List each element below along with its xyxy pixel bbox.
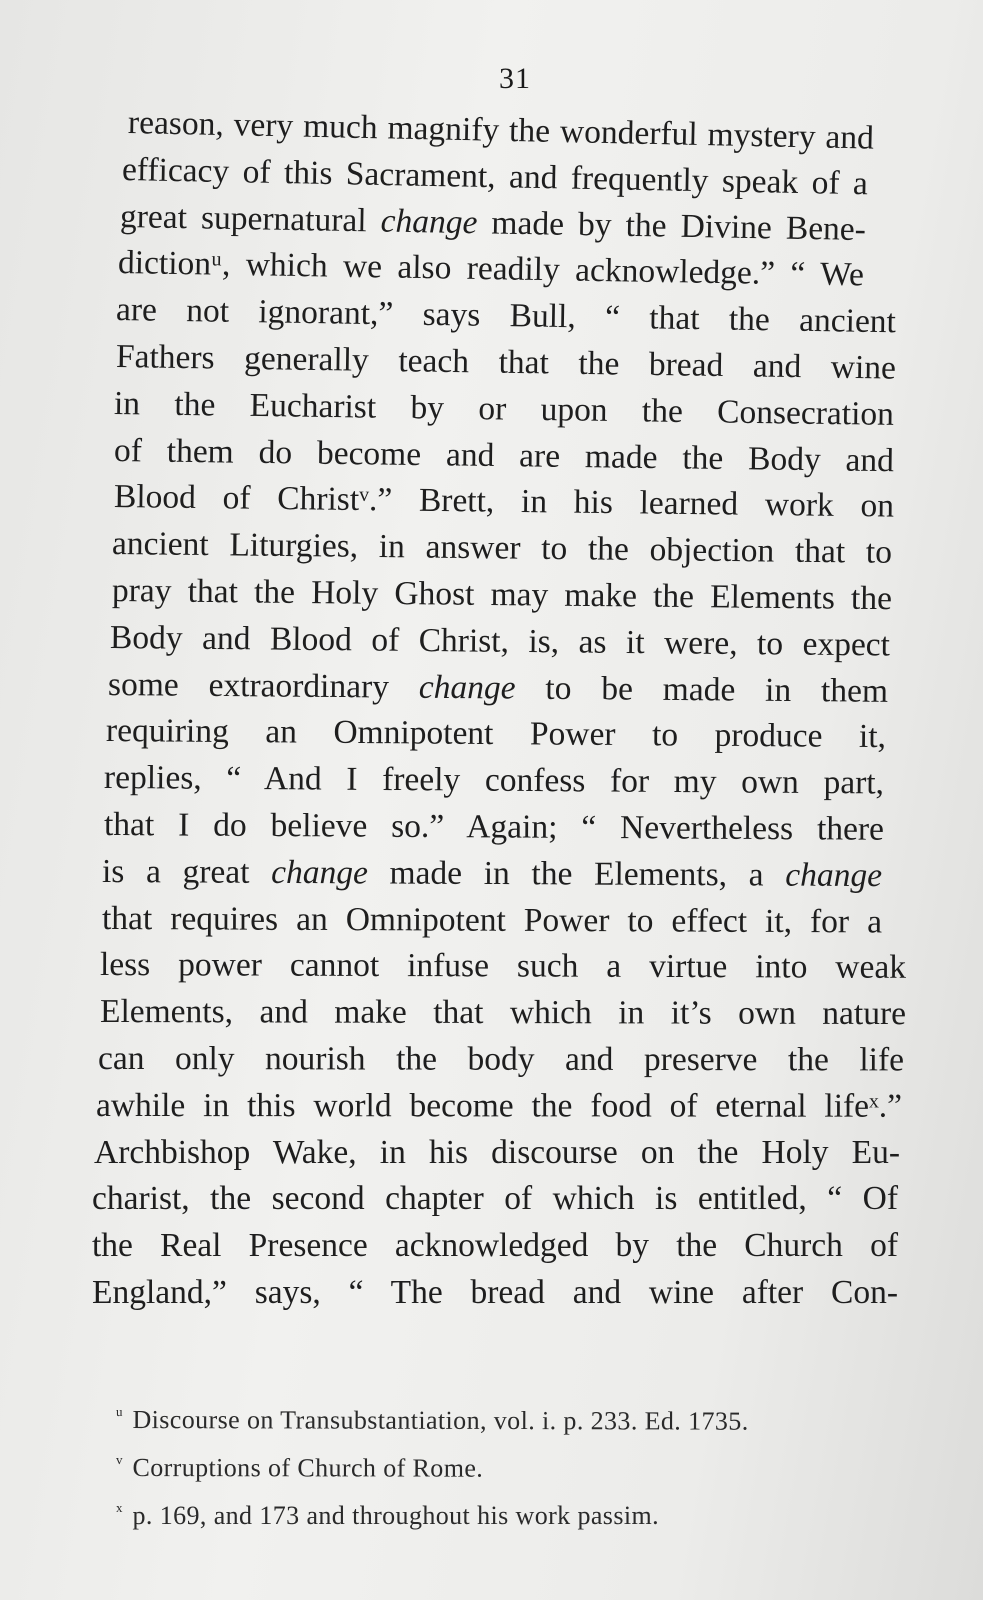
text-line: Body and Blood of Christ, is, as it were, to expect — [109, 618, 891, 664]
italic-emphasis: change — [271, 853, 368, 892]
footnote — [116, 1440, 896, 1489]
text-line: ancient Liturgies, in answer to the objection that to — [111, 525, 893, 572]
text-line: the Real Presence acknowledged by the Church of — [92, 1227, 898, 1265]
text-line: is a great change made in the Elements, a change — [101, 852, 883, 894]
text-line: Blood of Christᵛ.” Brett, in his learned work on — [113, 478, 895, 525]
text-line: Archbishop Wake, in his discourse on the Holy Eu- — [94, 1133, 900, 1171]
footnote-mark: x — [116, 1500, 123, 1515]
text-line: that requires an Omnipotent Power to effect it, for a — [101, 899, 883, 940]
italic-emphasis: change — [380, 202, 478, 241]
text-line: dictionᵘ, which we also readily acknowledge.” “ We — [117, 244, 865, 294]
body-text — [92, 100, 910, 1317]
footnote-text: Corruptions of Church of Rome. — [132, 1453, 484, 1483]
footnote — [116, 1488, 896, 1536]
text-line: England,” says, “ The bread and wine after Con- — [92, 1273, 898, 1311]
text-line: Elements, and make that which in it’s own nature — [99, 993, 907, 1033]
text-line: of them do become and are made the Body and — [113, 431, 895, 479]
footnote — [116, 1392, 896, 1442]
text-line: less power cannot infuse such a virtue into weak — [99, 946, 907, 987]
text-line: great supernatural change made by the Divine Bene- — [119, 197, 867, 248]
page-number: 31 — [499, 62, 531, 95]
text-line: efficacy of this Sacrament, and frequently speak of a — [121, 150, 869, 203]
text-line: are not ignorant,” says Bull, “ that the ancient — [115, 291, 897, 341]
text-line: reason, very much magnify the wonderful mystery and — [127, 104, 875, 157]
footnote-text: Discourse on Transubstantiation, vol. i. p. 233. Ed. 1735. — [132, 1405, 749, 1436]
footnote-mark: v — [115, 1452, 123, 1468]
footnotes — [116, 1392, 896, 1536]
italic-emphasis: change — [785, 856, 883, 894]
text-line: Fathers generally teach that the bread and wine — [115, 337, 897, 387]
footnote-mark: u — [115, 1404, 123, 1420]
text-line: pray that the Holy Ghost may make the Elements the — [111, 571, 893, 618]
text-line: replies, “ And I freely confess for my own part, — [103, 759, 885, 802]
text-line: can only nourish the body and preserve the life — [97, 1039, 905, 1079]
italic-emphasis: change — [418, 668, 516, 707]
text-line: charist, the second chapter of which is entitled, “ Of — [92, 1180, 898, 1218]
text-line: that I do believe so.” Again; “ Nevertheless there — [103, 805, 885, 848]
footnote-text: p. 169, and 173 and throughout his work passim. — [132, 1501, 659, 1530]
text-line: awhile in this world become the food of eternal lifeˣ.” — [95, 1086, 903, 1125]
text-line: in the Eucharist by or upon the Consecration — [113, 384, 895, 433]
text-line: some extraordinary change to be made in them — [107, 665, 889, 710]
text-line: requiring an Omnipotent Power to produce it, — [105, 712, 887, 756]
